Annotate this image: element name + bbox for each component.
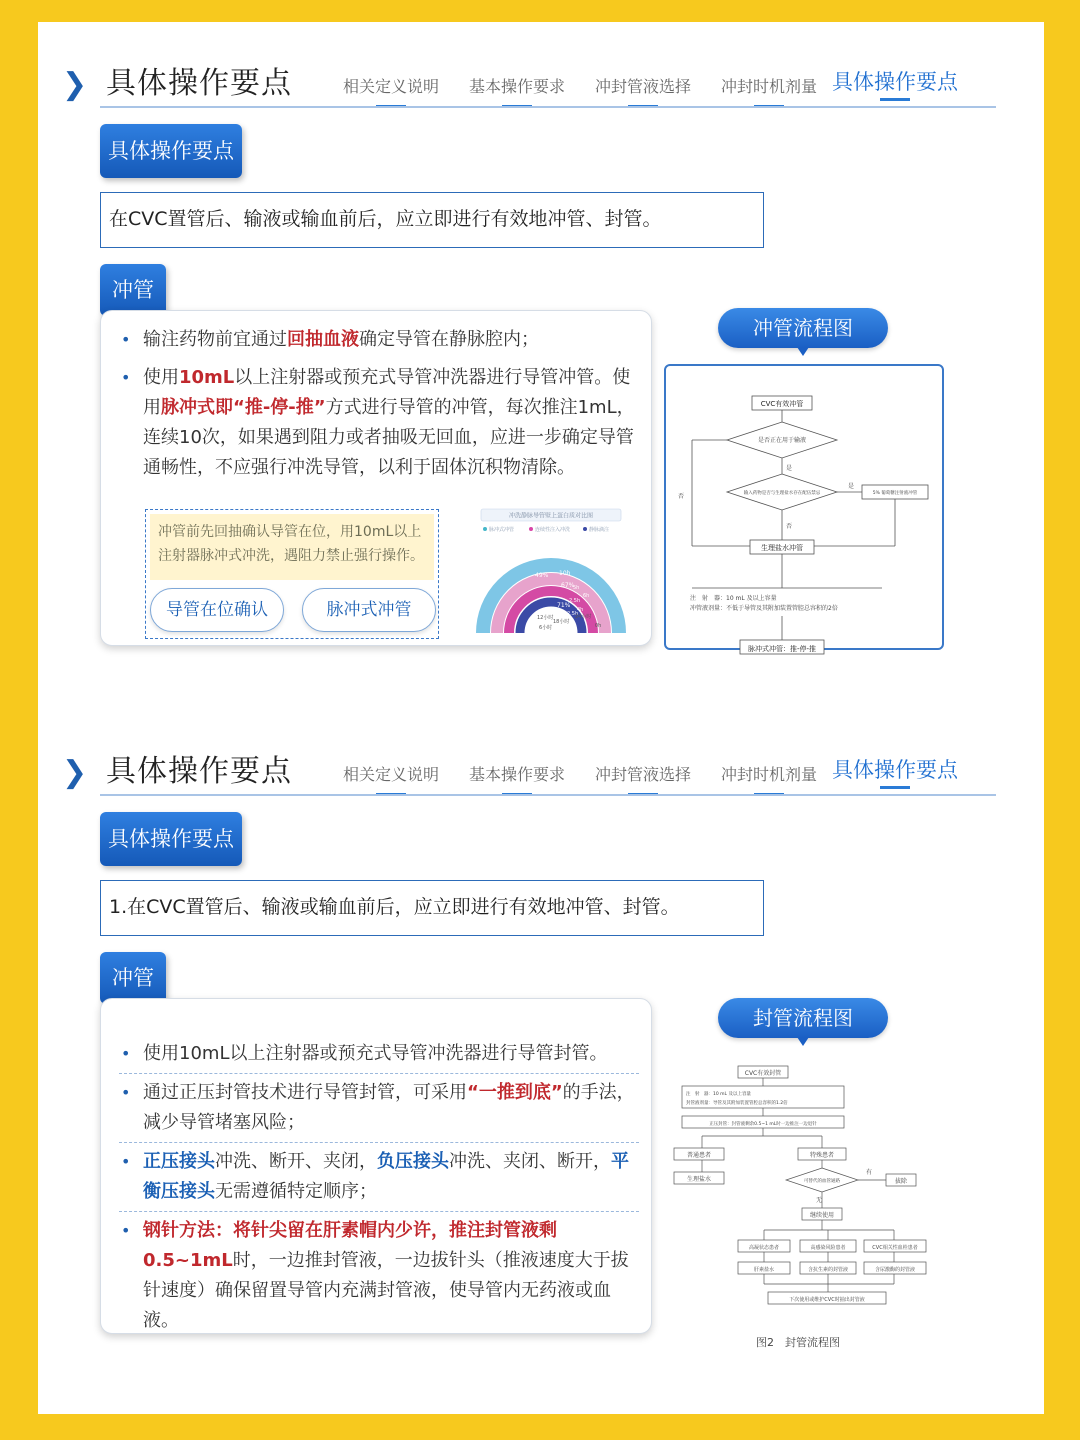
- svg-text:正压封管：封管液剩余0.5~1 mL时一边推注一边退针: 正压封管：封管液剩余0.5~1 mL时一边推注一边退针: [709, 1122, 817, 1127]
- svg-text:静脉滴注: 静脉滴注: [589, 527, 610, 533]
- svg-text:71%: 71%: [557, 602, 571, 609]
- flow-label: 否: [786, 523, 793, 530]
- content-panel: [100, 998, 652, 1334]
- tab-definitions[interactable]: 相关定义说明: [328, 74, 454, 100]
- list-item: • 钢针方法：将针尖留在肝素帽内少许，推注封管液剩0.5~1mL时，一边推封管液，一边拔针头（推液速度大于拔针速度）确保留置导管内充满封管液，使导管内无药液或血液。: [119, 1216, 639, 1336]
- slide-lock: [38, 710, 1044, 1370]
- protein-comparison-chart: [473, 505, 629, 637]
- chevron-right-icon: ❯: [62, 67, 88, 102]
- tab-solution-choice[interactable]: 冲封管液选择: [580, 762, 706, 788]
- page-title: 具体操作要点: [106, 754, 292, 789]
- svg-text:连续性注入冲洗: 连续性注入冲洗: [535, 527, 571, 533]
- flow-note: 注 射 器：10 mL 及以上容量: [686, 1092, 751, 1097]
- svg-text:2.5h: 2.5h: [567, 611, 579, 617]
- tab-timing-dose[interactable]: 冲封时机剂量: [706, 74, 832, 100]
- svg-text:67%: 67%: [561, 582, 575, 589]
- svg-text:49%: 49%: [535, 572, 549, 579]
- svg-text:生理盐水: 生理盐水: [686, 1176, 712, 1183]
- flush-flowchart: [662, 360, 952, 680]
- svg-text:含尿激酶的封管液: 含尿激酶的封管液: [874, 1267, 916, 1273]
- svg-text:可替代的血管通路: 可替代的血管通路: [804, 1179, 840, 1184]
- tab-basic-requirements[interactable]: 基本操作要求: [454, 74, 580, 100]
- figure-caption: 图2 封管流程图: [756, 1336, 840, 1349]
- flow-note: 封管液剂量：导管及其附加装置管腔总容积的1.2倍: [686, 1101, 788, 1106]
- tab-definitions[interactable]: 相关定义说明: [328, 762, 454, 788]
- flow-note: 冲管液剂量：不低于导管及其附加装置管腔总容积的2倍: [690, 605, 838, 612]
- flow-node: 5% 葡萄糖注射液冲管: [872, 491, 918, 496]
- flow-node: 生理盐水冲管: [761, 544, 803, 552]
- svg-text:拔除: 拔除: [894, 1178, 908, 1185]
- bullet-list: [119, 325, 639, 483]
- page-title: 具体操作要点: [106, 66, 292, 101]
- svg-text:肝素盐水: 肝素盐水: [753, 1267, 775, 1273]
- list-item: • 正压接头冲洗、断开、夹闭，负压接头冲洗、夹闭、断开，平衡压接头无需遵循特定顺序；: [119, 1147, 639, 1212]
- lock-flowchart: [662, 1052, 952, 1372]
- chevron-right-icon: ❯: [62, 755, 88, 790]
- flush-flowchart-label: 冲管流程图: [718, 308, 888, 348]
- section-label: 具体操作要点: [100, 812, 242, 866]
- pulse-flush-button[interactable]: 脉冲式冲管: [302, 588, 436, 632]
- content-panel: [100, 310, 652, 646]
- flow-node: 输入药物是否与生理盐水存在配伍禁忌: [743, 491, 821, 496]
- svg-text:12小时: 12小时: [537, 615, 554, 621]
- flow-label: 是: [848, 483, 855, 490]
- list-item: • 通过正压封管技术进行导管封管，可采用“一推到底”的手法，减少导管堵塞风险；: [119, 1078, 639, 1143]
- svg-text:含抗生素的封管液: 含抗生素的封管液: [807, 1267, 849, 1273]
- header-divider: [100, 106, 996, 108]
- svg-text:脉冲式冲管: 脉冲式冲管: [489, 527, 515, 533]
- flush-label: 冲管: [100, 264, 166, 316]
- slide-flush: [38, 22, 1044, 682]
- svg-text:下次使用或维护CVC时抽出封管液: 下次使用或维护CVC时抽出封管液: [789, 1297, 865, 1303]
- svg-text:24小时: 24小时: [575, 614, 592, 620]
- svg-text:5h: 5h: [573, 585, 580, 591]
- intro-box: 在CVC置管后、输液或输血前后，应立即进行有效地冲管、封管。: [100, 192, 764, 248]
- flow-node: 脉冲式冲管：推-停-推: [747, 645, 817, 653]
- flow-label: 无: [816, 1197, 823, 1204]
- svg-text:6h: 6h: [583, 593, 590, 599]
- svg-text:高感染风险患者: 高感染风险患者: [810, 1245, 846, 1251]
- svg-text:2.5h: 2.5h: [569, 598, 581, 604]
- mini-chart-title: 冲洗静脉导管壁上蛋白质对比图: [508, 512, 594, 520]
- section-nav: [328, 70, 958, 100]
- intro-box: 1.在CVC置管后、输液或输血前后，应立即进行有效地冲管、封管。: [100, 880, 764, 936]
- tab-basic-requirements[interactable]: 基本操作要求: [454, 762, 580, 788]
- bullet-list: [119, 1039, 639, 1336]
- list-item: • 输注药物前宜通过回抽血液确定导管在静脉腔内；: [119, 325, 639, 355]
- section-label: 具体操作要点: [100, 124, 242, 178]
- lock-flowchart-label: 封管流程图: [718, 998, 888, 1038]
- svg-text:10h: 10h: [559, 570, 571, 577]
- tab-key-points[interactable]: 具体操作要点: [832, 758, 958, 782]
- list-item: • 使用10mL以上注射器或预充式导管冲洗器进行导管封管。: [119, 1039, 639, 1074]
- catheter-position-button[interactable]: 导管在位确认: [150, 588, 284, 632]
- flow-node: CVC有效冲管: [760, 400, 804, 408]
- flow-note: 注 射 器：10 mL 及以上容量: [690, 595, 777, 602]
- tab-timing-dose[interactable]: 冲封时机剂量: [706, 762, 832, 788]
- page-sheet: [38, 22, 1044, 1414]
- tip-text: 冲管前先回抽确认导管在位，用10mL以上注射器脉冲式冲洗，遇阻力禁止强行操作。: [150, 514, 434, 580]
- section-nav: [328, 758, 958, 788]
- svg-text:普通患者: 普通患者: [686, 1152, 712, 1159]
- svg-text:高凝状态患者: 高凝状态患者: [748, 1245, 780, 1251]
- tab-key-points[interactable]: 具体操作要点: [832, 70, 958, 94]
- header-divider: [100, 794, 996, 796]
- svg-text:CVC有效封管: CVC有效封管: [744, 1070, 782, 1077]
- svg-text:6小时: 6小时: [539, 625, 553, 631]
- svg-text:继续使用: 继续使用: [809, 1212, 835, 1219]
- flow-label: 否: [678, 493, 685, 500]
- flow-label: 是: [786, 465, 793, 472]
- tab-solution-choice[interactable]: 冲封管液选择: [580, 74, 706, 100]
- svg-text:18小时: 18小时: [553, 619, 570, 625]
- svg-text:4h: 4h: [577, 607, 584, 613]
- svg-text:0h: 0h: [595, 623, 602, 629]
- svg-text:特殊患者: 特殊患者: [809, 1152, 835, 1159]
- svg-text:CVC相关性血栓患者: CVC相关性血栓患者: [872, 1245, 918, 1251]
- list-item: • 使用10mL以上注射器或预充式导管冲洗器进行导管冲管。使用脉冲式即“推-停-推”方式进行导管的冲管，每次推注1mL，连续10次，如果遇到阻力或者抽吸无回血，应进一步确定导管通畅性，不应强行冲洗导管，以利于固体沉积物清除。: [119, 363, 639, 483]
- flush-label: 冲管: [100, 952, 166, 1004]
- flow-label: 有: [866, 1169, 873, 1176]
- tip-box: [145, 509, 439, 639]
- flow-node: 是否正在用于输液: [757, 437, 807, 444]
